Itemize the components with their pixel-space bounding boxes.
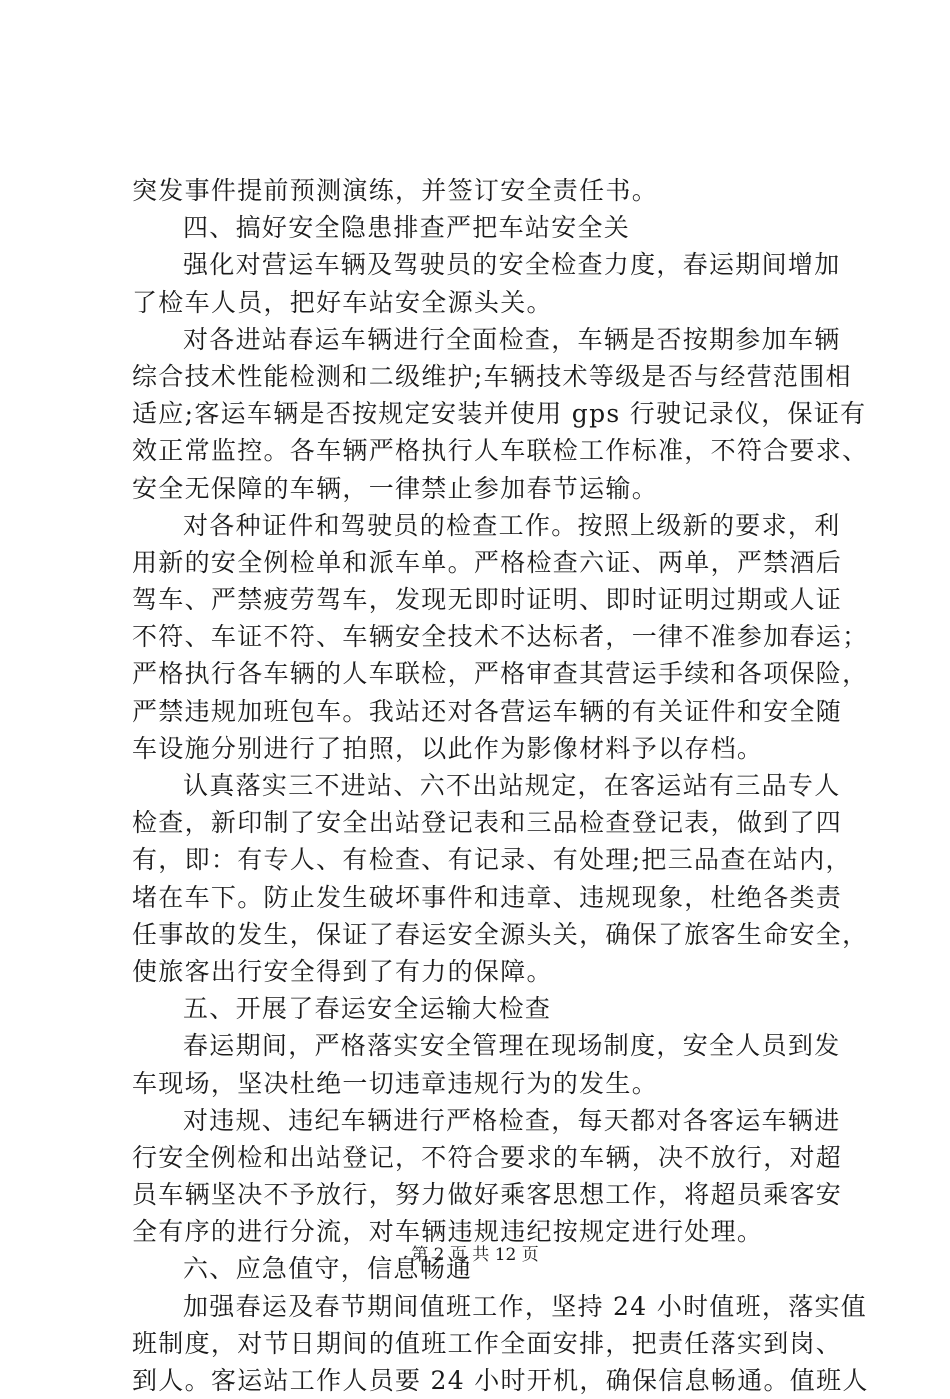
text-line: 全有序的进行分流，对车辆违规违纪按规定进行处理。 <box>132 1217 764 1247</box>
text-line: 检查，新印制了安全出站登记表和三品检查登记表，做到了四 <box>132 808 843 838</box>
text-line: 春运期间，严格落实安全管理在现场制度，安全人员到发 <box>183 1031 841 1061</box>
text-line: 加强春运及春节期间值班工作，坚持 24 小时值班，落实值 <box>183 1291 868 1321</box>
text-line: 效正常监控。各车辆严格执行人车联检工作标准，不符合要求、 <box>132 436 869 466</box>
text-line: 到人。客运站工作人员要 24 小时开机，确保信息畅通。值班人 <box>132 1366 869 1395</box>
page-footer: 第 2 页 共 12 页 <box>411 1245 539 1265</box>
text-line: 严禁违规加班包车。我站还对各营运车辆的有关证件和安全随 <box>132 696 843 726</box>
text-line: 员车辆坚决不予放行，努力做好乘客思想工作，将超员乘客安 <box>132 1180 843 1210</box>
text-line: 不符、车证不符、车辆安全技术不达标者，一律不准参加春运； <box>132 622 869 652</box>
text-line: 对各种证件和驾驶员的检查工作。按照上级新的要求，利 <box>183 510 841 540</box>
text-line: 车设施分别进行了拍照，以此作为影像材料予以存档。 <box>132 733 764 763</box>
text-line: 强化对营运车辆及驾驶员的安全检查力度，春运期间增加 <box>183 250 841 280</box>
document-body <box>132 172 869 1399</box>
text-line: 安全无保障的车辆，一律禁止参加春节运输。 <box>132 473 659 503</box>
text-line: 对违规、违纪车辆进行严格检查，每天都对各客运车辆进 <box>183 1105 841 1135</box>
text-line: 四、搞好安全隐患排查严把车站安全关 <box>183 213 631 243</box>
text-line: 行安全例检和出站登记，不符合要求的车辆，决不放行，对超 <box>132 1142 843 1172</box>
text-line: 认真落实三不进站、六不出站规定，在客运站有三品专人 <box>183 771 841 800</box>
text-line: 堵在车下。防止发生破坏事件和违章、违规现象，杜绝各类责 <box>132 882 843 912</box>
text-line: 综合技术性能检测和二级维护;车辆技术等级是否与经营范围相 <box>132 361 852 391</box>
text-line: 用新的安全例检单和派车单。严格检查六证、两单，严禁酒后 <box>132 547 843 577</box>
text-line: 了检车人员，把好车站安全源头关。 <box>132 287 553 317</box>
text-line: 对各进站春运车辆进行全面检查，车辆是否按期参加车辆 <box>183 324 841 354</box>
text-line: 适应;客运车辆是否按规定安装并使用 gps 行驶记录仪，保证有 <box>132 399 867 429</box>
text-line: 五、开展了春运安全运输大检查 <box>183 994 552 1024</box>
text-line: 班制度，对节日期间的值班工作全面安排，把责任落实到岗、 <box>132 1328 843 1358</box>
text-line: 任事故的发生，保证了春运安全源头关，确保了旅客生命安全， <box>132 919 869 949</box>
text-line: 使旅客出行安全得到了有力的保障。 <box>132 956 553 986</box>
text-line: 驾车、严禁疲劳驾车，发现无即时证明、即时证明过期或人证 <box>132 585 843 615</box>
text-line: 突发事件提前预测演练，并签订安全责任书。 <box>132 176 659 205</box>
text-line: 严格执行各车辆的人车联检，严格审查其营运手续和各项保险， <box>132 659 869 689</box>
text-line: 六、应急值守，信息畅通 <box>183 1254 473 1284</box>
text-line: 有，即：有专人、有检查、有记录、有处理;把三品查在站内， <box>132 845 852 875</box>
text-line: 车现场，坚决杜绝一切违章违规行为的发生。 <box>132 1068 659 1098</box>
